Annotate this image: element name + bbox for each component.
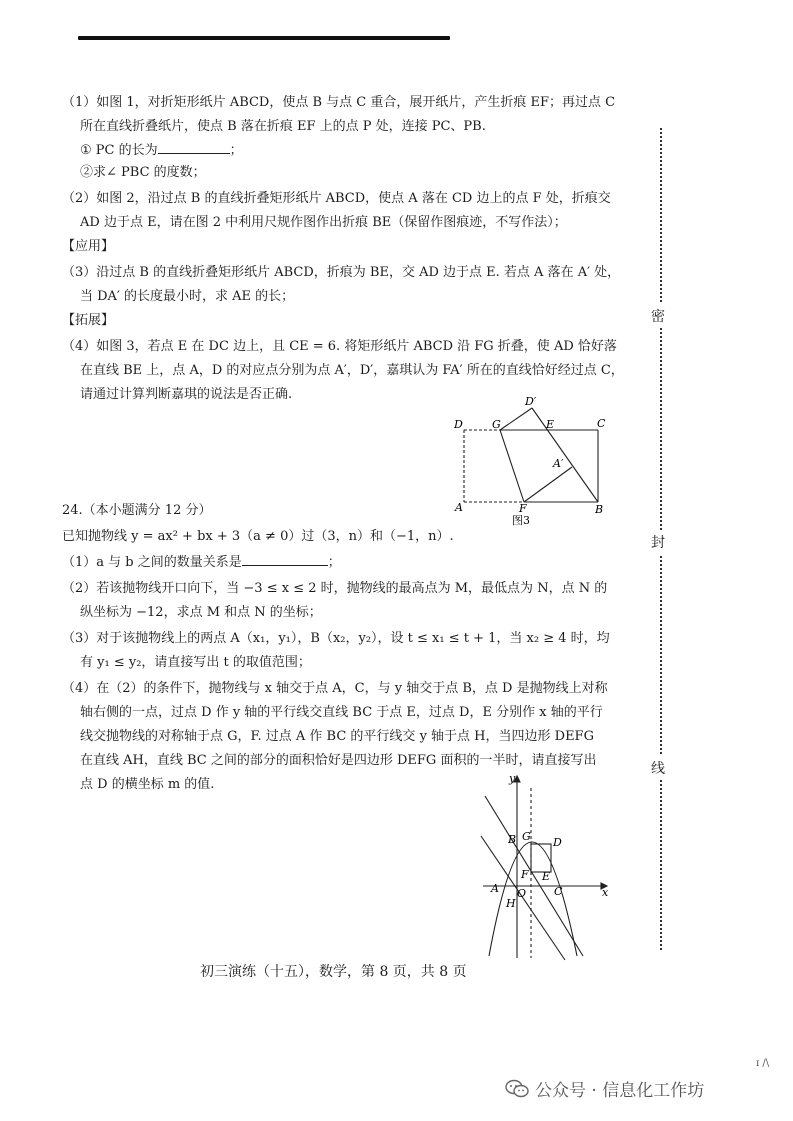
fig3-caption: 图3 bbox=[512, 514, 530, 527]
graph-label-A: A bbox=[491, 882, 499, 895]
answer-blank bbox=[242, 554, 328, 566]
graph-label-H: H bbox=[506, 897, 516, 910]
q24-part4-line5: 点 D 的横坐标 m 的值. bbox=[80, 777, 215, 792]
graph-label-G: G bbox=[522, 830, 531, 843]
q24-part2-line1: （2）若该抛物线开口向下，当 −3 ≤ x ≤ 2 时，抛物线的最高点为 M，最低点为 N，点 N 的 bbox=[62, 581, 608, 596]
q24-part1-text: （1）a 与 b 之间的数量关系是 bbox=[62, 555, 242, 570]
fig3-GDp bbox=[500, 408, 532, 430]
fig3-label-A: A bbox=[455, 501, 463, 514]
binding-char-seal: 密 bbox=[651, 304, 665, 328]
graph-label-C: C bbox=[554, 885, 563, 898]
quad-DEFG bbox=[531, 844, 551, 872]
q24-header: 24.（本小题满分 12 分） bbox=[62, 503, 212, 518]
graph-label-D: D bbox=[553, 836, 562, 849]
heading-apply: 【应用】 bbox=[62, 239, 115, 254]
graph-label-y: y bbox=[509, 772, 516, 785]
fig3-label-E: E bbox=[546, 418, 555, 431]
graph-label-E: E bbox=[542, 870, 551, 883]
watermark bbox=[505, 1076, 704, 1104]
q23-part4-line3: 请通过计算判断嘉琪的说法是否正确. bbox=[80, 387, 293, 402]
page-footer: 初三演练（十五），数学，第 8 页，共 8 页 bbox=[200, 964, 467, 980]
q23-part4-line2: 在直线 BE 上，点 A，D 的对应点分别为点 A′，D′，嘉琪认为 FA′ 所在的直线恰好经过点 C， bbox=[80, 363, 624, 378]
q24-part2-line2: 纵坐标为 −12，求点 M 和点 N 的坐标； bbox=[80, 605, 322, 620]
fig3-line-FAp bbox=[524, 467, 572, 502]
q24-part3-line1: （3）对于该抛物线上的两点 A（x₁，y₁），B（x₂，y₂），设 t ≤ x₁ ≤ t + 1，当 x₂ ≥ 4 时，均 bbox=[62, 631, 610, 646]
graph-label-O: O bbox=[517, 887, 527, 900]
parabola-graph bbox=[475, 768, 620, 963]
fig3-label-Ap: A′ bbox=[553, 457, 564, 470]
fig3-label-F: F bbox=[519, 502, 527, 515]
q24-part1-tail: ； bbox=[327, 555, 341, 570]
q24-part1 bbox=[62, 554, 632, 571]
fig3-label-D: D bbox=[454, 418, 463, 431]
q23-part3-line1: （3）沿过点 B 的直线折叠矩形纸片 ABCD，折痕为 BE，交 AD 边于点 E. 若点 A 落在 A′ 处， bbox=[62, 265, 621, 280]
q23-sub1 bbox=[62, 142, 650, 159]
q23-part1-line2: 所在直线折叠纸片，使点 B 落在折痕 EF 上的点 P 处，连接 PC、PB. bbox=[80, 119, 486, 134]
graph-label-x: x bbox=[602, 886, 609, 899]
fig3-label-B: B bbox=[595, 503, 604, 516]
graph-label-F: F bbox=[521, 868, 529, 881]
q23-sub2: ②求∠ PBC 的度数； bbox=[80, 165, 206, 180]
q24-part3-line2: 有 y₁ ≤ y₂，请直接写出 t 的取值范围； bbox=[80, 655, 311, 670]
answer-blank bbox=[158, 142, 230, 154]
fig3-fold-GF bbox=[500, 430, 524, 502]
q24-part4-line3: 线交抛物线的对称轴于点 G，F. 过点 A 作 BC 的平行线交 y 轴于点 H，当四边形 DEFG bbox=[80, 729, 594, 744]
fig3-label-Dp: D′ bbox=[525, 395, 537, 408]
top-rule bbox=[78, 36, 450, 40]
graph-label-B: B bbox=[508, 833, 517, 846]
fig3-label-G: G bbox=[492, 418, 501, 431]
watermark-text: 公众号 · 信息化工作坊 bbox=[535, 1081, 705, 1101]
wechat-icon bbox=[505, 1079, 529, 1104]
q24-part4-line4: 在直线 AH，直线 BC 之间的部分的面积恰好是四边形 DEFG 面积的一半时，请直接写出 bbox=[80, 753, 597, 768]
q24-part4-line2: 轴右侧的一点，过点 D 作 y 轴的平行线交直线 BC 于点 E，过点 D，E 分别作 x 轴的平行 bbox=[80, 705, 603, 720]
q23-part3-line2: 当 DA′ 的长度最小时，求 AE 的长； bbox=[80, 289, 295, 304]
q23-part2-line2: AD 边于点 E，请在图 2 中利用尺规作图作出折痕 BE（保留作图痕迹，不写作法）； bbox=[80, 215, 567, 230]
q23-part4-line1: （4）如图 3，若点 E 在 DC 边上，且 CE = 6. 将矩形纸片 ABCD 沿 FG 折叠，使 AD 恰好落 bbox=[62, 339, 617, 354]
parabola-curve bbox=[489, 842, 577, 956]
q23-sub1-tail: ； bbox=[229, 143, 243, 158]
q24-intro: 已知抛物线 y = ax² + bx + 3（a ≠ 0）过（3，n）和（−1，n）. bbox=[62, 529, 454, 544]
heading-extend: 【拓展】 bbox=[62, 313, 115, 328]
fig3-label-C: C bbox=[597, 417, 606, 430]
margin-scribble: ɪ /\ bbox=[756, 1058, 770, 1069]
fig3-line-DpB bbox=[532, 408, 598, 502]
q23-part2-line1: （2）如图 2，沿过点 B 的直线折叠矩形纸片 ABCD，使点 A 落在 CD 边上的点 F 处，折痕交 bbox=[62, 191, 611, 206]
q23-part1-line1: （1）如图 1，对折矩形纸片 ABCD，使点 B 与点 C 重合，展开纸片，产生折痕 EF；再过点 C bbox=[62, 95, 616, 110]
line-BC bbox=[485, 796, 583, 956]
q23-sub1-text: ① PC 的长为 bbox=[80, 143, 158, 158]
q24-part4-line1: （4）在（2）的条件下，抛物线与 x 轴交于点 A，C，与 y 轴交于点 B，点 D 是抛物线上对称 bbox=[62, 681, 608, 696]
binding-char-line: 线 bbox=[651, 756, 665, 780]
binding-char-seal2: 封 bbox=[651, 530, 665, 554]
